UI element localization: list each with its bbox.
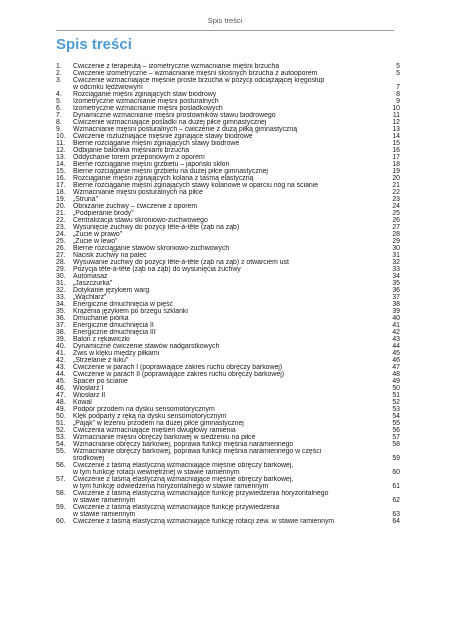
toc-entry-page: [386, 490, 400, 497]
toc-entry-number: 5.: [56, 98, 62, 105]
toc-entry: [56, 294, 400, 301]
toc-entry-number: 28.: [56, 259, 66, 266]
toc-entry-number: 25.: [56, 238, 66, 245]
toc-entry: [56, 497, 400, 504]
toc-entry-title: „Pająk” w leżeniu przodem na dużej piłce gimnastycznej: [73, 420, 244, 427]
toc-entry: [56, 301, 400, 308]
toc-entry-number: 12.: [56, 147, 66, 154]
toc-entry-page: [386, 77, 400, 84]
toc-entry-title: Ćwiczenie z taśmą elastyczną wzmacniające funkcję rotacji zew. w stawie ramiennym: [73, 518, 335, 525]
toc-entry-page: 36: [392, 287, 400, 294]
toc-entry: [56, 189, 400, 196]
toc-entry-page: 5: [396, 63, 400, 70]
toc-entry-page: 13: [392, 126, 400, 133]
toc-entry-number: 40.: [56, 343, 66, 350]
toc-entry-number: 60.: [56, 518, 66, 525]
toc-entry-number: 1.: [56, 63, 62, 70]
toc-entry: [56, 434, 400, 441]
toc-entry-page: 37: [392, 294, 400, 301]
toc-entry: [56, 329, 400, 336]
toc-entry-number: 2.: [56, 70, 62, 77]
toc-entry-title: Ćwiczenie z taśmą elastyczną wzmacniające funkcję przywiedzenia horyzontalnego: [73, 490, 329, 497]
toc-entry-number: [56, 469, 73, 476]
toc-entry-title: w stawie ramiennym: [73, 497, 136, 504]
toc-entry: [56, 350, 400, 357]
toc-entry-number: 50.: [56, 413, 66, 420]
toc-entry-title: Ćwiczenie z taśmą elastyczną wzmacniające funkcję przywiedzenia: [73, 504, 280, 511]
toc-entry-number: 52.: [56, 427, 66, 434]
table-of-contents: [56, 63, 400, 525]
toc-entry-title: Rozciąganie mięśni zginających kolana z taśmą elastyczną: [73, 175, 254, 182]
toc-entry: [56, 469, 400, 476]
toc-entry-number: 34.: [56, 301, 66, 308]
toc-entry: [56, 119, 400, 126]
toc-entry: [56, 203, 400, 210]
toc-entry-number: 11.: [56, 140, 66, 147]
toc-entry-number: 44.: [56, 371, 66, 378]
toc-entry-title: Energiczne dmuchnięcia II: [73, 322, 154, 329]
toc-entry-number: 21.: [56, 210, 66, 217]
toc-entry: [56, 392, 400, 399]
toc-entry: [56, 406, 400, 413]
toc-entry-number: 31.: [56, 280, 66, 287]
toc-entry-title: Balon z rękawiczki: [73, 336, 130, 343]
toc-entry-page: 30: [392, 245, 400, 252]
toc-entry-number: 30.: [56, 273, 66, 280]
toc-entry-title: Energiczne dmuchnięcia III: [73, 329, 156, 336]
toc-entry-number: 24.: [56, 231, 66, 238]
toc-entry-page: 48: [392, 371, 400, 378]
toc-entry-title: Wysunięcie żuchwy do pozycji tête-à-tête (ząb na ząb): [73, 224, 240, 231]
toc-entry-page: 9: [396, 98, 400, 105]
toc-entry-number: 14.: [56, 161, 66, 168]
toc-entry-page: 31: [392, 252, 400, 259]
toc-entry-page: 45: [392, 350, 400, 357]
toc-entry-title: „Jaszczurka”: [73, 280, 113, 287]
toc-entry-title: Ćwiczenia wzmacniające mięśień dwugłowy ramienia: [73, 427, 236, 434]
toc-entry-page: 60: [392, 469, 400, 476]
toc-entry-title: Izometryczne wzmacnianie mięśni posturalnych: [73, 98, 219, 105]
toc-entry-title: Rozciąganie mięśni zginających staw biodrowy: [73, 91, 217, 98]
toc-entry-page: 41: [392, 322, 400, 329]
toc-entry-page: 15: [392, 140, 400, 147]
toc-entry-number: 55.: [56, 448, 66, 455]
toc-entry-number: 54.: [56, 441, 66, 448]
toc-entry: [56, 154, 400, 161]
toc-entry-page: 63: [392, 511, 400, 518]
toc-entry-title: „Żucie w prawo”: [73, 231, 123, 238]
toc-entry-page: 55: [392, 420, 400, 427]
toc-entry-number: 19.: [56, 196, 66, 203]
toc-entry-page: 38: [392, 301, 400, 308]
toc-entry-page: 18: [392, 161, 400, 168]
toc-entry-page: 51: [392, 392, 400, 399]
toc-entry: [56, 217, 400, 224]
toc-entry-number: 59.: [56, 504, 66, 511]
toc-entry-number: 39.: [56, 336, 66, 343]
toc-entry: [56, 322, 400, 329]
toc-entry-title: Dynamiczne wzmacnianie mięśni prostowników stawu biodrowego: [73, 112, 276, 119]
toc-entry-title: Nacisk żuchwy na palec: [73, 252, 147, 259]
toc-entry-page: 19: [392, 168, 400, 175]
toc-entry-title: Dmuchanie piórka: [73, 315, 129, 322]
toc-entry-page: 53: [392, 406, 400, 413]
toc-entry-title: Bierne rozciąganie mięśni grzbietu na dużej piłce gimnastycznej: [73, 168, 268, 175]
toc-entry-number: 18.: [56, 189, 66, 196]
toc-entry-title: „Struna”: [73, 196, 98, 203]
toc-entry-title: środkowej: [73, 455, 105, 462]
toc-entry-page: 39: [392, 308, 400, 315]
toc-entry-title: Zwis w klęku między piłkami: [73, 350, 160, 357]
toc-entry-number: 27.: [56, 252, 66, 259]
toc-entry-page: [386, 448, 400, 455]
toc-entry-title: Wzmacnianie mięśni obręczy barkowej w siedzeniu na piłce: [73, 434, 256, 441]
toc-entry-title: Energiczne dmuchnięcia w pięść: [73, 301, 173, 308]
toc-entry-number: 7.: [56, 112, 62, 119]
toc-entry: [56, 168, 400, 175]
toc-entry: [56, 413, 400, 420]
toc-entry-page: 64: [392, 518, 400, 525]
toc-entry-number: 3.: [56, 77, 62, 84]
toc-entry-number: 56.: [56, 462, 66, 469]
toc-entry-page: 22: [392, 189, 400, 196]
toc-entry-page: 12: [392, 119, 400, 126]
toc-entry: [56, 266, 400, 273]
toc-entry-title: Ćwiczenie izometryczne – wzmacnianie mięśni skośnych brzucha z autooporem: [73, 70, 318, 77]
toc-entry-title: Obniżanie żuchwy – ćwiczenie z oporem: [73, 203, 198, 210]
toc-entry-page: 40: [392, 315, 400, 322]
toc-entry: [56, 483, 400, 490]
toc-entry: [56, 231, 400, 238]
toc-entry-page: 20: [392, 175, 400, 182]
toc-entry-title: Podpór przodem na dysku sensomotorycznym: [73, 406, 215, 413]
toc-entry-page: 29: [392, 238, 400, 245]
toc-entry-number: 47.: [56, 392, 66, 399]
toc-entry: [56, 378, 400, 385]
toc-entry-title: Ćwiczenie z terapeutą – izometryczne wzmacnianie mięśni brzucha: [73, 63, 280, 70]
toc-entry: [56, 427, 400, 434]
toc-entry-page: 54: [392, 413, 400, 420]
toc-entry: [56, 385, 400, 392]
toc-entry-page: 47: [392, 364, 400, 371]
toc-entry-number: 32.: [56, 287, 66, 294]
toc-entry: [56, 84, 400, 91]
toc-entry: [56, 112, 400, 119]
toc-entry: [56, 147, 400, 154]
toc-entry-page: 46: [392, 357, 400, 364]
toc-entry: [56, 476, 400, 483]
toc-entry-page: 50: [392, 385, 400, 392]
toc-entry-title: Pozycja tête-à-tête (ząb na ząb) do wysunięcia żuchwy: [73, 266, 241, 273]
toc-entry: [56, 238, 400, 245]
toc-entry-title: Ćwiczenie w parach II (poprawiające zakres ruchu obręczy barkowej): [73, 371, 285, 378]
toc-entry: [56, 161, 400, 168]
toc-entry: [56, 420, 400, 427]
toc-entry-number: 49.: [56, 406, 66, 413]
toc-entry-number: 15.: [56, 168, 66, 175]
toc-entry: [56, 308, 400, 315]
page-title: Spis treści: [56, 36, 132, 53]
toc-entry-page: 44: [392, 343, 400, 350]
toc-entry-number: 51.: [56, 420, 66, 427]
toc-entry: [56, 77, 400, 84]
toc-entry-page: 56: [392, 427, 400, 434]
toc-entry-title: Krążenia językiem po brzegu szklanki: [73, 308, 188, 315]
toc-entry-page: 5: [396, 70, 400, 77]
toc-entry-title: Ćwiczenie w parach I (poprawiające zakres ruchu obręczy barkowej): [73, 364, 283, 371]
toc-entry-number: 46.: [56, 385, 66, 392]
toc-entry-number: 20.: [56, 203, 66, 210]
toc-entry-title: w tym funkcję rotacji wewnętrznej w stawie ramiennym: [73, 469, 240, 476]
toc-entry: [56, 315, 400, 322]
toc-entry-page: 25: [392, 210, 400, 217]
toc-entry-number: 13.: [56, 154, 66, 161]
toc-entry-title: Izometryczne wzmacnianie mięśni pośladkowych: [73, 105, 223, 112]
toc-entry-number: 16.: [56, 175, 66, 182]
toc-entry-title: „Strzelanie z łuku”: [73, 357, 129, 364]
toc-entry-page: 52: [392, 399, 400, 406]
toc-entry-title: Wysuwanie żuchwy do pozycji tête-à-tête (ząb na ząb) z otwarciem ust: [73, 259, 289, 266]
toc-entry-page: 27: [392, 224, 400, 231]
toc-entry-title: Ćwiczenie wzmacniające mięśnie proste brzucha w pozycji odciążającej kręgosłup: [73, 77, 325, 84]
toc-entry-page: 32: [392, 259, 400, 266]
toc-entry-number: 9.: [56, 126, 62, 133]
toc-entry: [56, 364, 400, 371]
toc-entry: [56, 196, 400, 203]
toc-entry-page: 59: [392, 455, 400, 462]
toc-entry-number: 45.: [56, 378, 66, 385]
toc-entry-number: 48.: [56, 399, 66, 406]
toc-entry-number: 6.: [56, 105, 62, 112]
toc-entry: [56, 455, 400, 462]
toc-entry-title: Bierne rozciąganie mięśni zginających stawy biodrowe: [73, 140, 240, 147]
toc-entry-page: 16: [392, 147, 400, 154]
toc-entry-number: 33.: [56, 294, 66, 301]
toc-entry-page: 35: [392, 280, 400, 287]
toc-entry-page: 14: [392, 133, 400, 140]
toc-entry-page: 24: [392, 203, 400, 210]
toc-entry: [56, 462, 400, 469]
toc-entry-number: [56, 511, 73, 518]
toc-entry-page: 28: [392, 231, 400, 238]
running-head: Spis treści: [207, 16, 243, 25]
toc-entry-title: Wzmacnianie mięśni posturalnych – ćwiczenie z dużą piłką gimnastyczną: [73, 126, 298, 133]
toc-entry-title: Wiosłarz II: [73, 392, 106, 399]
toc-entry: [56, 399, 400, 406]
toc-entry: [56, 224, 400, 231]
toc-entry-page: 58: [392, 441, 400, 448]
toc-entry-page: 11: [392, 112, 400, 119]
toc-entry-number: 41.: [56, 350, 66, 357]
toc-entry-number: 53.: [56, 434, 66, 441]
toc-entry-number: 57.: [56, 476, 66, 483]
toc-entry-number: 4.: [56, 91, 62, 98]
toc-entry: [56, 140, 400, 147]
toc-entry-number: 8.: [56, 119, 62, 126]
toc-entry-page: 57: [392, 434, 400, 441]
toc-entry-title: Wzmacnianie obręczy barkowej, poprawa funkcji mięśnia naramiennego: [73, 441, 294, 448]
toc-entry-title: Odbijanie balonika mięśniami brzucha: [73, 147, 190, 154]
toc-entry-title: Automasaż: [73, 273, 108, 280]
toc-entry-number: 29.: [56, 266, 66, 273]
toc-entry-title: Bierne rozciąganie mięśni grzbietu – japoński skłon: [73, 161, 230, 168]
toc-entry: [56, 490, 400, 497]
toc-entry-number: [56, 455, 73, 462]
toc-entry: [56, 287, 400, 294]
toc-entry: [56, 210, 400, 217]
toc-entry-title: Spacer po ścianie: [73, 378, 128, 385]
toc-entry-page: 43: [392, 336, 400, 343]
toc-entry-page: 49: [392, 378, 400, 385]
toc-entry-title: Centralizacja stawu skroniowo-żuchwowego: [73, 217, 208, 224]
toc-entry-number: 22.: [56, 217, 66, 224]
toc-entry-page: 62: [392, 497, 400, 504]
toc-entry-page: 7: [396, 84, 400, 91]
toc-entry-number: [56, 84, 73, 91]
toc-entry-title: „Wąchlarz”: [73, 294, 107, 301]
toc-entry-title: Dotykanie językiem warg: [73, 287, 150, 294]
toc-entry-title: Ćwiczenie rozluźniające mięśnie zginające stawy biodrowe: [73, 133, 253, 140]
toc-entry-title: „Podpieranie brody”: [73, 210, 134, 217]
toc-entry-number: 42.: [56, 357, 66, 364]
toc-entry: [56, 504, 400, 511]
toc-entry-title: w odcinku lędźwiowym: [73, 84, 143, 91]
toc-entry: [56, 511, 400, 518]
toc-entry-number: 38.: [56, 329, 66, 336]
toc-entry: [56, 133, 400, 140]
toc-entry-page: 42: [392, 329, 400, 336]
toc-entry-title: Wiosłarz I: [73, 385, 104, 392]
toc-entry-number: [56, 497, 73, 504]
toc-entry-number: 23.: [56, 224, 66, 231]
toc-entry-page: 17: [392, 154, 400, 161]
toc-entry-number: 58.: [56, 490, 66, 497]
toc-entry-title: w tym funkcję odwiedzenia horyzontalnego w stawie ramiennym: [73, 483, 269, 490]
toc-entry-title: „Żucie w lewo”: [73, 238, 118, 245]
toc-entry-title: Ćwiczenie wzmacniające pośladki na dużej piłce gimnastycznej: [73, 119, 267, 126]
toc-entry: [56, 448, 400, 455]
toc-entry-title: Wzmacnianie obręczy barkowej, poprawa funkcji mięśnia naramiennego w części: [73, 448, 322, 455]
toc-entry-title: w stawie ramiennym: [73, 511, 136, 518]
toc-entry-title: Wzmacnianie mięśni posturalnych na piłce: [73, 189, 203, 196]
toc-entry-title: Ćwiczenie z taśmą elastyczną wzmacniające mięśnie obręczy barkowej,: [73, 462, 294, 469]
toc-entry: [56, 336, 400, 343]
toc-entry: [56, 252, 400, 259]
toc-entry-title: Bierne rozciąganie stawów skroniowo-żuchwowych: [73, 245, 230, 252]
toc-entry: [56, 518, 400, 525]
toc-entry-page: 26: [392, 217, 400, 224]
toc-entry: [56, 371, 400, 378]
toc-entry: [56, 182, 400, 189]
toc-entry: [56, 63, 400, 70]
toc-entry-title: Oddychanie torem przeponowym z oporem: [73, 154, 205, 161]
toc-entry-page: 21: [392, 182, 400, 189]
toc-entry: [56, 126, 400, 133]
toc-entry-page: [386, 462, 400, 469]
toc-entry-page: [386, 504, 400, 511]
toc-entry-number: [56, 483, 73, 490]
toc-entry: [56, 98, 400, 105]
toc-entry: [56, 91, 400, 98]
header-divider: [56, 30, 394, 31]
toc-entry-page: [386, 476, 400, 483]
toc-entry: [56, 105, 400, 112]
toc-entry: [56, 280, 400, 287]
toc-entry: [56, 441, 400, 448]
toc-entry-title: Klęk podparty z ręką na dysku sensomotorycznym: [73, 413, 227, 420]
toc-entry: [56, 259, 400, 266]
toc-entry-title: Kowal: [73, 399, 92, 406]
toc-entry: [56, 273, 400, 280]
toc-entry-number: 10.: [56, 133, 66, 140]
toc-entry: [56, 343, 400, 350]
toc-entry-number: 37.: [56, 322, 66, 329]
toc-entry-number: 43.: [56, 364, 66, 371]
toc-entry-title: Dynamiczne ćwiczenie stawów nadgarstkowych: [73, 343, 220, 350]
toc-entry-number: 17.: [56, 182, 66, 189]
toc-entry-number: 26.: [56, 245, 66, 252]
toc-entry-page: 8: [396, 91, 400, 98]
toc-entry-page: 23: [392, 196, 400, 203]
toc-entry-page: 10: [392, 105, 400, 112]
toc-entry: [56, 70, 400, 77]
toc-entry: [56, 175, 400, 182]
toc-entry-page: 34: [392, 273, 400, 280]
toc-entry-title: Ćwiczenie z taśmą elastyczną wzmacniające mięśnie obręczy barkowej,: [73, 476, 294, 483]
toc-entry: [56, 245, 400, 252]
toc-entry: [56, 357, 400, 364]
toc-entry-number: 36.: [56, 315, 66, 322]
toc-entry-title: Bierne rozciąganie mięśni zginających stawy kolanowe w oparciu nóg na ścianie: [73, 182, 319, 189]
toc-entry-page: 61: [392, 483, 400, 490]
toc-entry-page: 33: [392, 266, 400, 273]
toc-entry-number: 35.: [56, 308, 66, 315]
